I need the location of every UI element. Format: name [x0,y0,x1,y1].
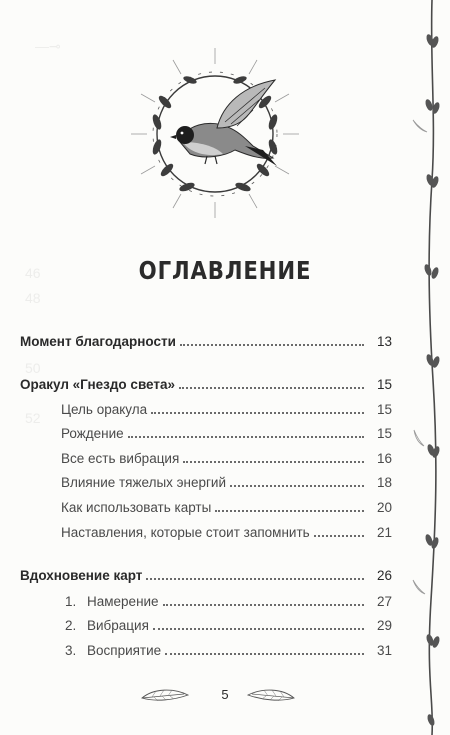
toc-entry-number: 3. [65,643,77,658]
dot-leader [183,461,364,463]
dot-leader [230,485,364,487]
toc-entry-page: 15 [376,377,392,392]
toc-entry[interactable] [61,451,392,466]
dot-leader [165,653,364,655]
toc-entry-label: Восприятие [87,643,162,658]
dot-leader [151,412,364,414]
toc-entry[interactable] [20,377,392,392]
toc-entry[interactable] [20,334,392,349]
toc-entry-number: 1. [65,594,77,609]
toc-entry[interactable] [65,594,392,609]
toc-entry-label: Все есть вибрация [61,451,180,466]
toc-entry-label: Оракул «Гнездо света» [20,377,176,392]
toc-entry-label: Вибрация [87,618,149,633]
dot-leader [215,510,364,512]
dot-leader [146,578,364,580]
toc-entry-label: Как использовать карты [61,500,212,515]
toc-entry-page: 16 [376,451,392,466]
toc-entry-page: 27 [376,594,392,609]
dot-leader [128,436,364,438]
toc-entry-page: 21 [376,525,392,540]
toc-entry-label: Наставления, которые стоит запомнить [61,525,310,540]
toc-entry-label: Момент благодарности [20,334,176,349]
toc-entry-page: 13 [376,334,392,349]
toc-entry-label: Намерение [87,594,159,609]
toc-entry[interactable] [20,568,392,583]
toc-entry[interactable] [61,426,392,441]
page-number: 5 [221,687,229,702]
toc-entry-page: 20 [376,500,392,515]
toc-entry[interactable] [61,402,392,417]
dot-leader [153,628,364,630]
toc-entry-label: Цель оракула [61,402,148,417]
dot-leader [179,387,364,389]
toc-entry[interactable] [61,525,392,540]
toc-entry-page: 18 [376,475,392,490]
toc-entry-page: 31 [376,643,392,658]
toc-entry[interactable] [61,500,392,515]
toc-entry-label: Рождение [61,426,124,441]
bird-wreath-emblem [125,42,305,222]
toc-entry-page: 29 [376,618,392,633]
toc-entry-label: Вдохновение карт [20,568,143,583]
toc-entry-page: 26 [376,568,392,583]
toc-entry-page: 15 [376,402,392,417]
toc-entry-number: 2. [65,618,77,633]
toc-entry-page: 15 [376,426,392,441]
dot-leader [180,344,364,346]
dot-leader [163,604,364,606]
toc-entry[interactable] [65,643,392,658]
toc-entry-label: Влияние тяжелых энергий [61,475,227,490]
book-page: —⊸ 46 48 50 52 ОГЛАВЛЕНИЕ Момент благодарности 13 Оракул «Гнездо света» 15 Цель оракула 15 Рождение 15 Все есть вибрация 16 Влияние тяжелых энергий 18 Как использовать карты 20 Наставления, которые стоит запомнить 21 Вдохновение карт 26 1. Намерение 27 2. Вибрация 29 3. Восприятие 31 5 [0,0,450,735]
toc-entry[interactable] [65,618,392,633]
feather-icon [246,686,296,706]
toc-heading: ОГЛАВЛЕНИЕ [138,256,312,285]
vine-decoration [410,0,450,735]
dot-leader [314,535,364,537]
toc-entry[interactable] [61,475,392,490]
